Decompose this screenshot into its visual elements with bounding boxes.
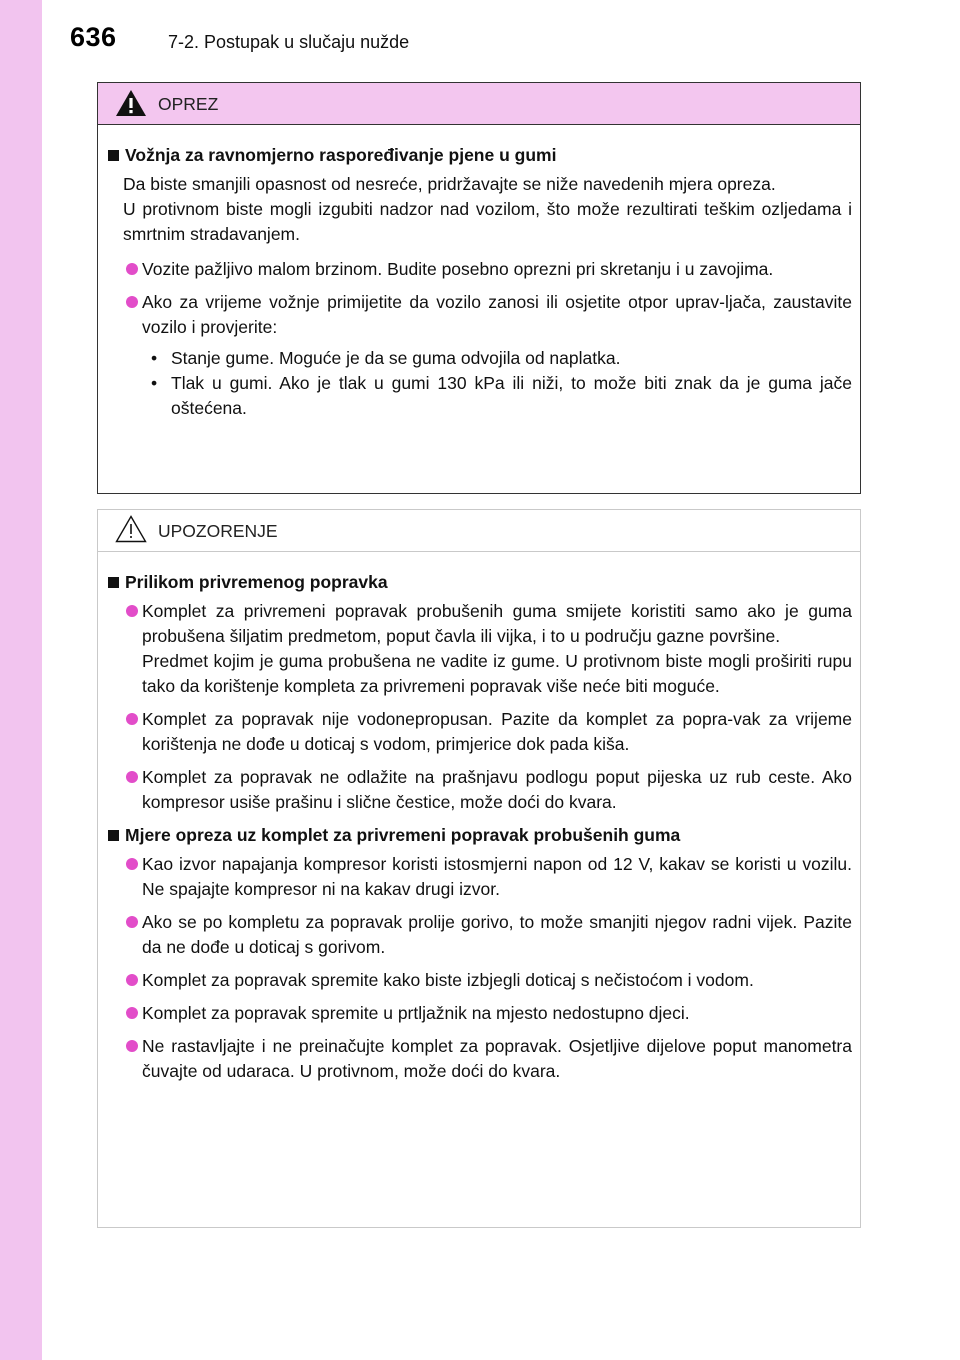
warning-h2-bullet-4: Komplet za popravak spremite u prtljažnik na mjesto nedostupno djeci. <box>107 1001 852 1026</box>
page-edge-bar <box>0 0 42 1360</box>
warning-h2-bullet-2: Ako se po kompletu za popravak prolije gorivo, to može smanjiti njegov radni vijek. Pazite da ne dođe u doticaj s gorivom. <box>107 910 852 960</box>
warning-heading-2: Mjere opreza uz komplet za privremeni popravak probušenih guma <box>107 823 852 848</box>
caution-heading: Vožnja za ravnomjerno raspoređivanje pjene u gumi <box>107 143 852 168</box>
page-number: 636 <box>70 22 117 52</box>
caution-sub-item-2: • Tlak u gumi. Ako je tlak u gumi 130 kPa ili niži, to može biti znak da je guma jače oštećena. <box>142 371 852 421</box>
warning-outline-icon <box>115 515 147 543</box>
caution-intro-2: U protivnom biste mogli izgubiti nadzor nad vozilom, što može rezultirati teškim ozljedama i smrtnim stradavanjem. <box>123 199 852 244</box>
warning-triangle-icon <box>115 89 147 117</box>
warning-h1-bullet-2: Komplet za popravak nije vodonepropusan. Pazite da komplet za popra-vak za vrijeme korištenja ne dođe u doticaj s vodom, primjerice dok pada kiša. <box>107 707 852 757</box>
caution-box <box>97 82 861 494</box>
warning-h2-bullet-1: Kao izvor napajanja kompresor koristi istosmjerni napon od 12 V, kakav se koristi u vozilu. Ne spajajte kompresor ni na kakav drugi izvor. <box>107 852 852 902</box>
warning-h1-bullet-1-text-a: Komplet za privremeni popravak probušenih guma smijete koristiti samo ako je guma probušena šiljatim predmetom, poput čavla ili vijka, i to u području gazne površine. <box>142 601 852 646</box>
caution-sub-list <box>107 346 852 421</box>
caution-body <box>98 125 860 421</box>
caution-label: OPREZ <box>158 94 219 114</box>
caution-sub-item-1: • Stanje gume. Moguće je da se guma odvojila od naplatka. <box>142 346 852 371</box>
warning-header <box>98 510 860 552</box>
caution-bullet-2: Ako za vrijeme vožnje primijetite da vozilo zanosi ili osjetite otpor uprav-ljača, zaustavite vozilo i provjerite: <box>107 290 852 340</box>
warning-h1-bullet-1 <box>107 599 852 699</box>
warning-heading-1: Prilikom privremenog popravka <box>107 570 852 595</box>
warning-h2-bullet-5: Ne rastavljajte i ne preinačujte komplet za popravak. Osjetljive dijelove poput manometra čuvajte od udaraca. U protivnom, može doći do kvara. <box>107 1034 852 1084</box>
caution-intro-1: Da biste smanjili opasnost od nesreće, pridržavajte se niže navedenih mjera opreza. <box>123 174 776 194</box>
caution-header <box>98 83 860 125</box>
caution-bullet-1: Vozite pažljivo malom brzinom. Budite posebno oprezni pri skretanju i u zavojima. <box>107 257 852 282</box>
warning-h1-bullet-3: Komplet za popravak ne odlažite na prašnjavu podlogu poput pijeska uz rub ceste. Ako kompresor usiše prašinu i slične čestice, može doći do kvara. <box>107 765 852 815</box>
warning-h1-bullet-1-text-b: Predmet kojim je guma probušena ne vadite iz gume. U protivnom biste mogli proširiti rupu tako da korištenje kompleta za privremeni popravak više neće biti moguće. <box>142 651 852 696</box>
section-title: 7-2. Postupak u slučaju nužde <box>168 32 410 52</box>
warning-label: UPOZORENJE <box>158 521 278 541</box>
warning-box <box>97 509 861 1228</box>
warning-h2-bullet-3: Komplet za popravak spremite kako biste izbjegli doticaj s nečistoćom i vodom. <box>107 968 852 993</box>
warning-body <box>98 552 860 1084</box>
